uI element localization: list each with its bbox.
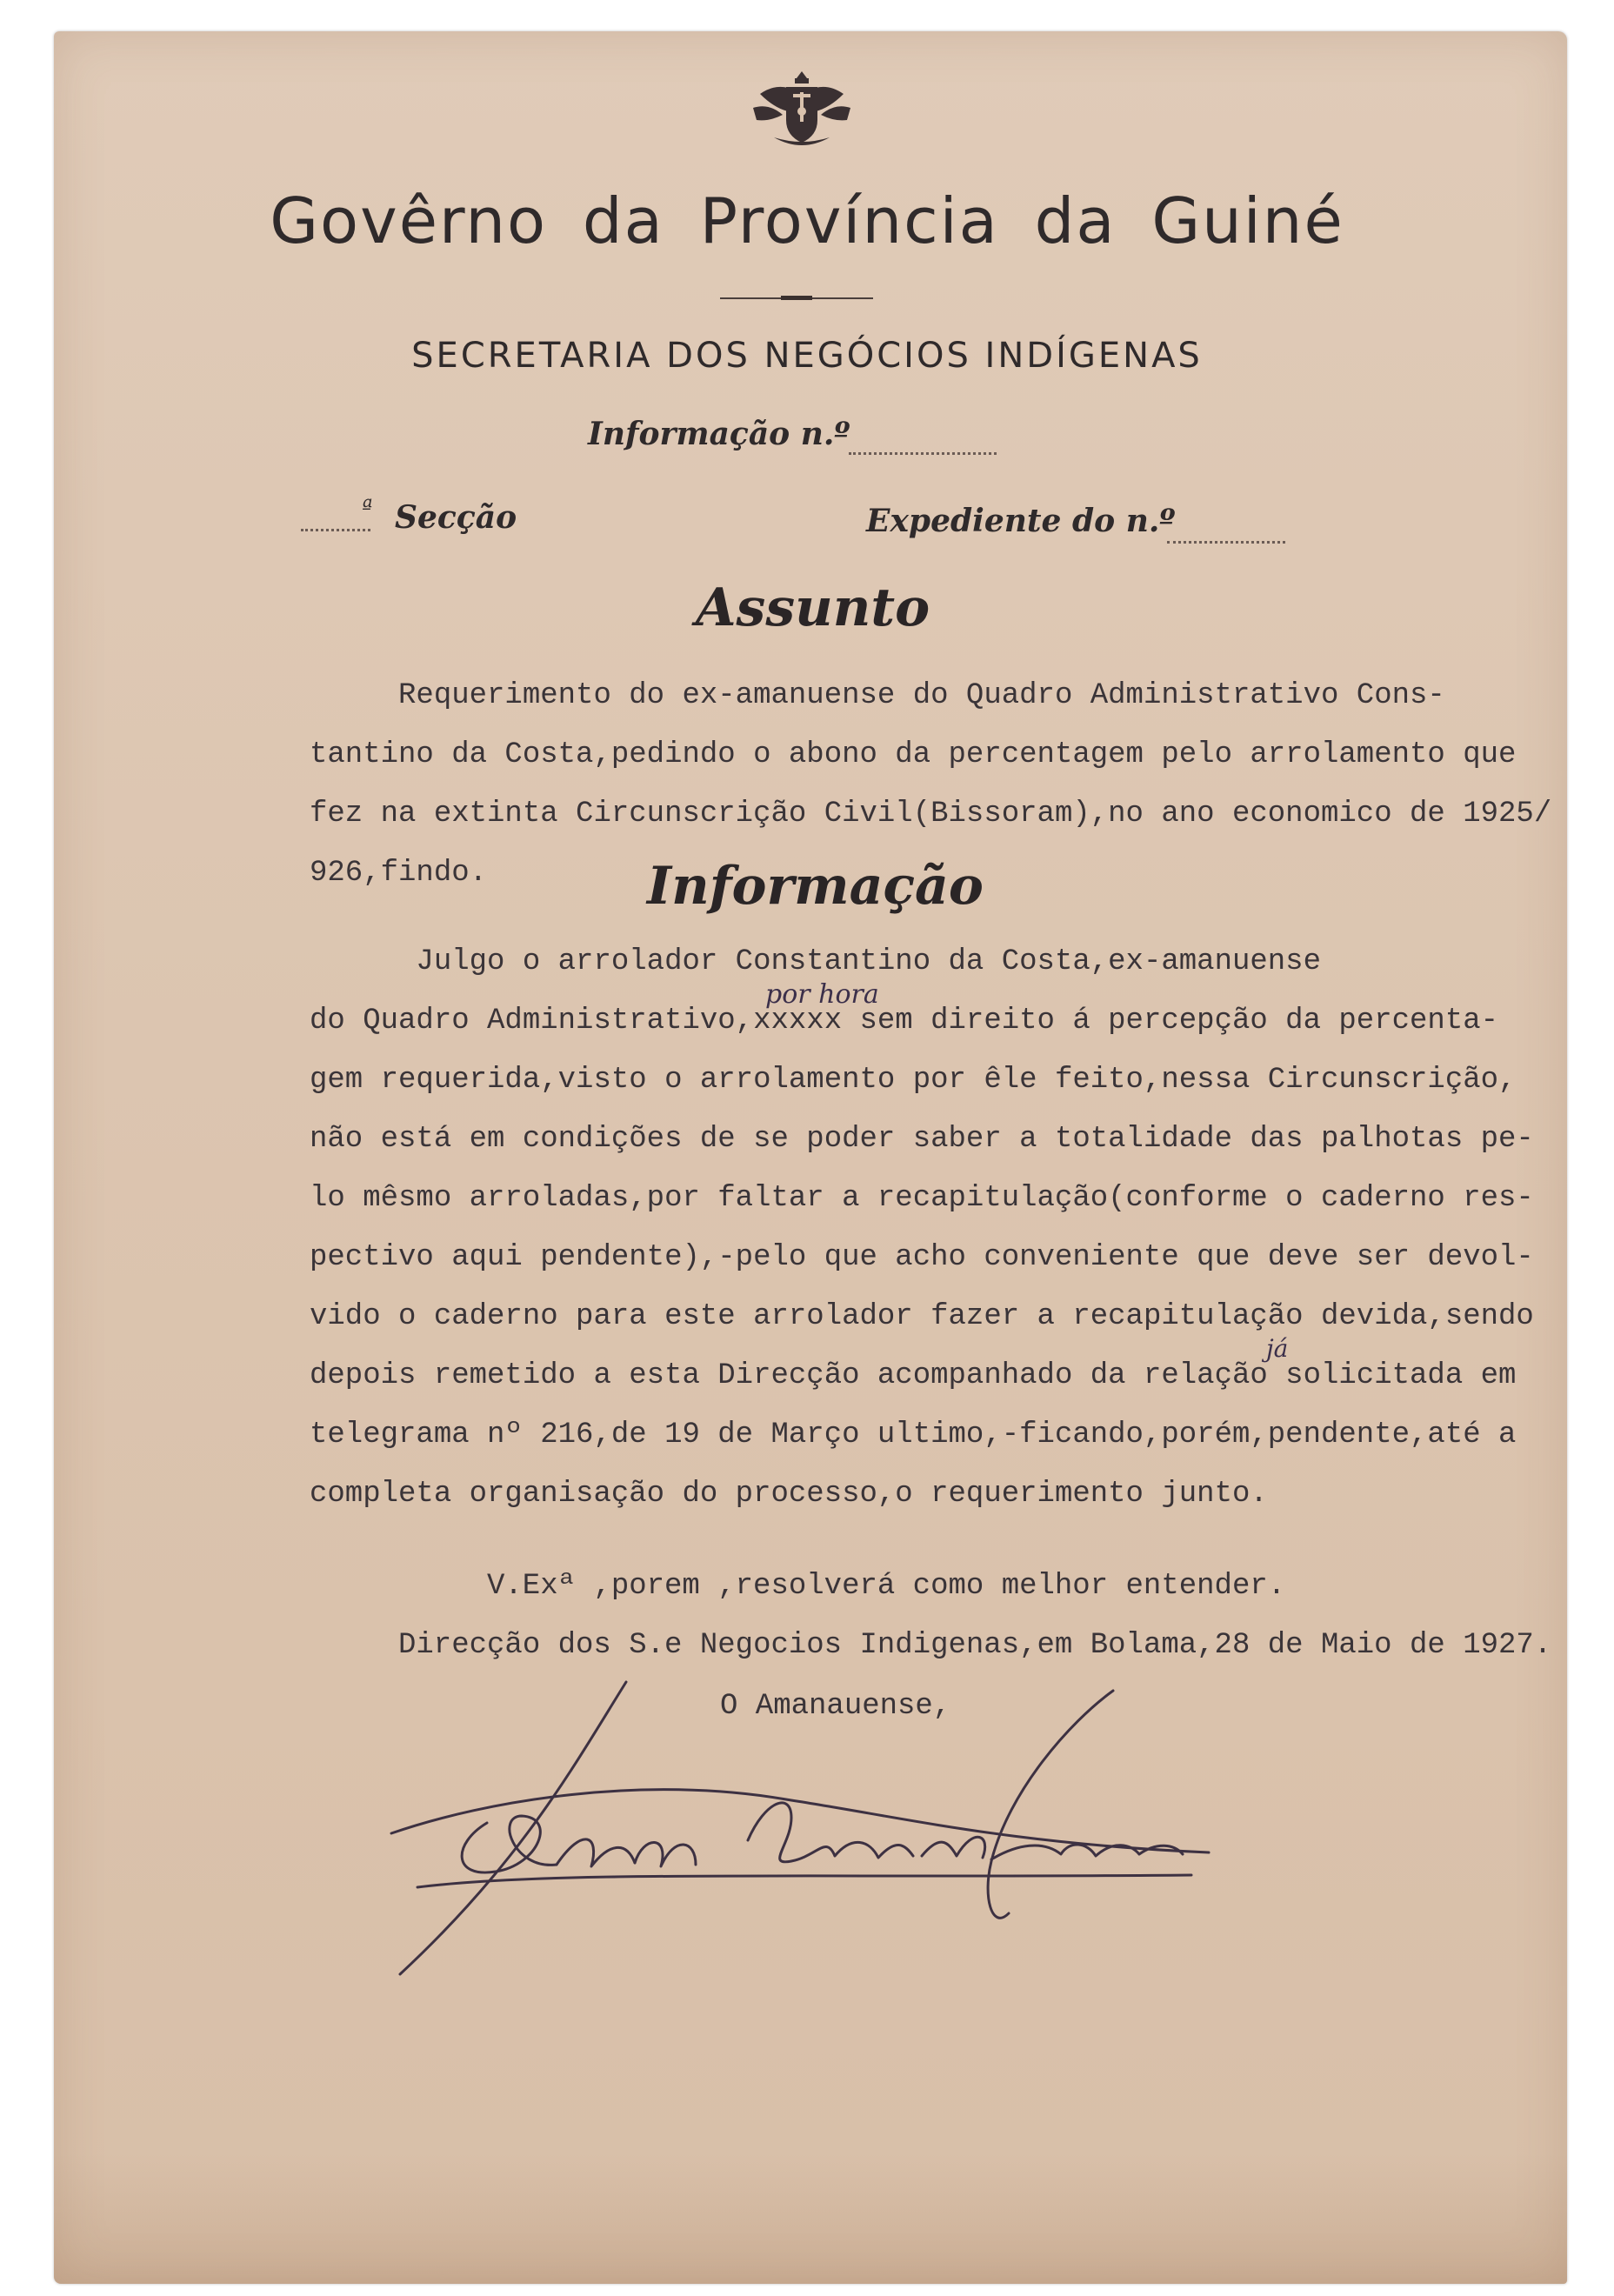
seccao-ordinal-mark: ª: [362, 496, 373, 522]
informacao-line-5: lo mêsmo arroladas,por faltar a recapitulação(conforme o caderno res-: [310, 1182, 1534, 1215]
assunto-heading: Assunto: [696, 577, 930, 638]
assunto-line-2: tantino da Costa,pedindo o abono da percentagem pelo arrolamento que: [310, 738, 1517, 771]
expediente-label: Expediente do n.º: [866, 503, 1176, 539]
seccao-number-blank: [301, 529, 370, 531]
informacao-line-2: do Quadro Administrativo,xxxxx sem direito á percepção da percenta-: [310, 1004, 1499, 1038]
informacao-number-blank: [849, 452, 997, 455]
informacao-heading: Informação: [647, 856, 984, 917]
handwritten-signature: [383, 1670, 1235, 1983]
assunto-line-1: Requerimento do ex-amanuense do Quadro Administrativo Cons-: [310, 679, 1445, 712]
place-date-line: Direcção dos S.e Negocios Indigenas,em Bolama,28 de Maio de 1927.: [398, 1629, 1552, 1662]
coat-of-arms-emblem: [748, 68, 856, 155]
informacao-line-4: não está em condições de se poder saber a totalidade das palhotas pe-: [310, 1123, 1534, 1156]
assunto-line-3: fez na extinta Circunscrição Civil(Bissoram),no ano economico de 1925/: [310, 798, 1552, 831]
informacao-line-9: telegrama nº 216,de 19 de Março ultimo,-ficando,porém,pendente,até a: [310, 1418, 1517, 1452]
assunto-line-4: 926,findo.: [310, 857, 488, 890]
department-subtitle: SECRETARIA DOS NEGÓCIOS INDÍGENAS: [411, 336, 1203, 376]
government-title: Govêrno da Província da Guiné: [270, 184, 1344, 257]
seccao-label: Secção: [395, 499, 517, 536]
handwritten-ja: já: [1266, 1334, 1289, 1363]
handwritten-por-hora: por hora: [765, 979, 879, 1010]
signatory-title: O Amanauense,: [720, 1690, 951, 1723]
informacao-line-7: vido o caderno para este arrolador fazer a recapitulação devida,sendo: [310, 1300, 1534, 1333]
informacao-line-6: pectivo aqui pendente),-pelo que acho conveniente que deve ser devol-: [310, 1241, 1534, 1274]
closing-line: V.Exª ,porem ,resolverá como melhor entender.: [487, 1570, 1286, 1603]
informacao-line-8: depois remetido a esta Direcção acompanhado da relação solicitada em: [310, 1359, 1517, 1392]
informacao-line-3: gem requerida,visto o arrolamento por êle feito,nessa Circunscrição,: [310, 1064, 1517, 1097]
informacao-line-1: Julgo o arrolador Constantino da Costa,ex-amanuense: [310, 945, 1321, 978]
informacao-line-10: completa organisação do processo,o requerimento junto.: [310, 1478, 1268, 1511]
expediente-number-blank: [1167, 541, 1285, 544]
informacao-number-label: Informação n.º: [588, 416, 850, 452]
title-divider: [720, 297, 873, 299]
